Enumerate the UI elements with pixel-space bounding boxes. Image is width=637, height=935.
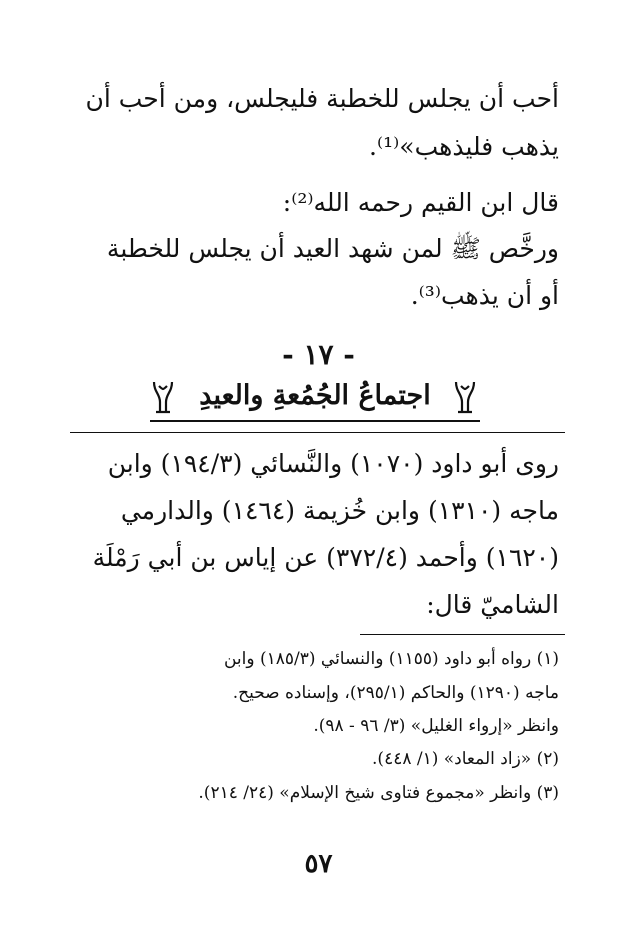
hadith-line-1: روى أبو داود (١٠٧٠) والنَّسائي (١٩٤/٣) وابن [107, 449, 559, 478]
hadith-line-3: (١٦٢٠) وأحمد (٣٧٢/٤) عن إياس بن أبي رَمْلَة [92, 543, 559, 572]
ibn-qayyim-line-2: ورخَّص ﷺ لمن شهد العيد أن يجلس للخطبة [106, 234, 559, 263]
footnote-divider [360, 634, 565, 635]
footnote-line-5: (٣) وانظر «مجموع فتاوى شيخ الإسلام» (٢٤/ ٢١٤). [198, 783, 559, 803]
footnote-line-2: ماجه (١٢٩٠) والحاكم (٢٩٥/١)، وإسناده صحيح. [232, 683, 559, 703]
footnote-line-3: وانظر «إرواء الغليل» (٣/ ٩٦ - ٩٨). [313, 716, 559, 736]
section-number: - ١٧ - [282, 338, 355, 371]
intro-line-2: يذهب فليذهب»⁽¹⁾. [369, 132, 559, 161]
footnote-line-4: (٢) «زاد المعاد» (١/ ٤٤٨). [372, 749, 559, 769]
section-divider [70, 432, 565, 433]
section-title: اجتماعُ الجُمُعةِ والعيدِ [150, 376, 480, 422]
footnote-line-1: (١) رواه أبو داود (١١٥٥) والنسائي (١٨٥/٣) وابن [223, 649, 559, 669]
hadith-line-2: ماجه (١٣١٠) وابن خُزيمة (١٤٦٤) والدارمي [120, 496, 559, 525]
page-number: ٥٧ [304, 849, 333, 879]
ibn-qayyim-line-3: أو أن يذهب⁽³⁾. [410, 281, 559, 310]
ibn-qayyim-line-1: قال ابن القيم رحمه الله⁽²⁾: [282, 188, 559, 217]
intro-line-1: أحب أن يجلس للخطبة فليجلس، ومن أحب أن [85, 84, 559, 113]
hadith-line-4: الشاميّ قال: [426, 590, 559, 619]
right-ornament-icon [452, 378, 478, 416]
